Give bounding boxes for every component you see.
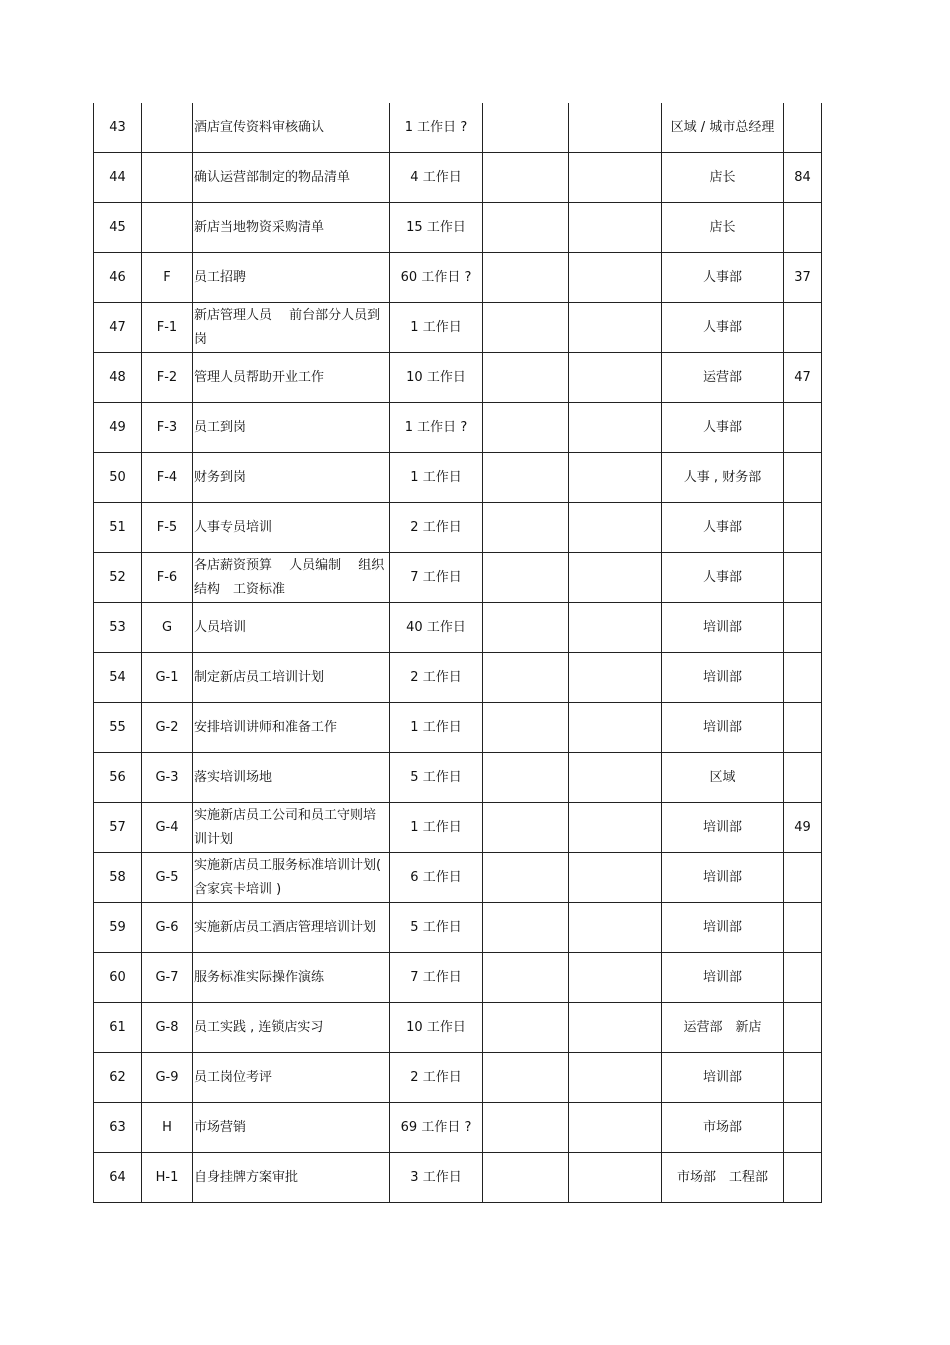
responsible-dept: 区域 / 城市总经理 [662,103,784,153]
table-row [94,953,822,1003]
row-number: 43 [94,103,142,153]
predecessor-ref [784,603,822,653]
task-code: G-9 [142,1053,193,1103]
table-row [94,803,822,853]
task-duration: 69 工作日 ? [390,1103,483,1153]
row-number: 62 [94,1053,142,1103]
blank-cell [483,553,569,603]
task-code: G-5 [142,853,193,903]
table-row [94,503,822,553]
table-row [94,303,822,353]
row-number: 44 [94,153,142,203]
responsible-dept: 市场部 [662,1103,784,1153]
predecessor-ref [784,1003,822,1053]
blank-cell [569,753,662,803]
blank-cell [483,453,569,503]
predecessor-ref [784,453,822,503]
table-row [94,603,822,653]
task-duration: 1 工作日 [390,803,483,853]
task-code: G-1 [142,653,193,703]
blank-cell [483,953,569,1003]
task-name: 员工岗位考评 [193,1053,390,1103]
table-row [94,403,822,453]
task-duration: 1 工作日 [390,453,483,503]
predecessor-ref [784,503,822,553]
blank-cell [569,1153,662,1203]
predecessor-ref [784,403,822,453]
task-code: F-3 [142,403,193,453]
predecessor-ref [784,853,822,903]
blank-cell [483,253,569,303]
task-code: G-2 [142,703,193,753]
task-name: 实施新店员工公司和员工守则培训计划 [193,803,390,853]
task-name: 员工招聘 [193,253,390,303]
task-name: 实施新店员工酒店管理培训计划 [193,903,390,953]
predecessor-ref [784,753,822,803]
row-number: 48 [94,353,142,403]
table-row [94,453,822,503]
table-row [94,203,822,253]
task-duration: 7 工作日 [390,553,483,603]
row-number: 64 [94,1153,142,1203]
responsible-dept: 人事部 [662,553,784,603]
task-duration: 3 工作日 [390,1153,483,1203]
row-number: 46 [94,253,142,303]
blank-cell [483,903,569,953]
responsible-dept: 培训部 [662,953,784,1003]
blank-cell [569,503,662,553]
responsible-dept: 人事部 [662,503,784,553]
task-name: 新店当地物资采购清单 [193,203,390,253]
blank-cell [569,903,662,953]
blank-cell [483,703,569,753]
task-code: F [142,253,193,303]
responsible-dept: 培训部 [662,853,784,903]
task-duration: 15 工作日 [390,203,483,253]
blank-cell [569,953,662,1003]
task-name: 人员培训 [193,603,390,653]
task-name: 管理人员帮助开业工作 [193,353,390,403]
predecessor-ref: 47 [784,353,822,403]
task-name: 员工实践 , 连锁店实习 [193,1003,390,1053]
row-number: 59 [94,903,142,953]
responsible-dept: 人事部 [662,403,784,453]
blank-cell [569,603,662,653]
row-number: 51 [94,503,142,553]
predecessor-ref [784,1053,822,1103]
table-row [94,253,822,303]
task-duration: 2 工作日 [390,653,483,703]
task-duration: 40 工作日 [390,603,483,653]
blank-cell [569,1003,662,1053]
task-name: 酒店宣传资料审核确认 [193,103,390,153]
task-duration: 5 工作日 [390,903,483,953]
task-code: F-5 [142,503,193,553]
blank-cell [483,603,569,653]
task-duration: 1 工作日 ? [390,103,483,153]
predecessor-ref [784,903,822,953]
task-code: F-4 [142,453,193,503]
task-name: 落实培训场地 [193,753,390,803]
table-row [94,353,822,403]
responsible-dept: 人事部 [662,253,784,303]
table-row [94,753,822,803]
predecessor-ref [784,303,822,353]
task-code: G-6 [142,903,193,953]
row-number: 53 [94,603,142,653]
predecessor-ref [784,653,822,703]
blank-cell [569,203,662,253]
table-row [94,553,822,603]
task-code [142,203,193,253]
table-body [94,103,822,1203]
task-name: 人事专员培训 [193,503,390,553]
blank-cell [483,803,569,853]
task-duration: 1 工作日 ? [390,403,483,453]
responsible-dept: 运营部 新店 [662,1003,784,1053]
task-name: 员工到岗 [193,403,390,453]
responsible-dept: 培训部 [662,1053,784,1103]
task-name: 确认运营部制定的物品清单 [193,153,390,203]
blank-cell [483,353,569,403]
schedule-table [93,103,822,1203]
row-number: 45 [94,203,142,253]
blank-cell [483,303,569,353]
row-number: 56 [94,753,142,803]
blank-cell [569,403,662,453]
task-code: G-8 [142,1003,193,1053]
table-row [94,1153,822,1203]
task-name: 服务标准实际操作演练 [193,953,390,1003]
table-row [94,903,822,953]
blank-cell [483,153,569,203]
task-duration: 1 工作日 [390,303,483,353]
row-number: 50 [94,453,142,503]
row-number: 54 [94,653,142,703]
table-row [94,653,822,703]
table-row [94,1053,822,1103]
task-duration: 6 工作日 [390,853,483,903]
blank-cell [483,1103,569,1153]
task-name: 自身挂牌方案审批 [193,1153,390,1203]
blank-cell [483,753,569,803]
responsible-dept: 培训部 [662,653,784,703]
blank-cell [569,1103,662,1153]
blank-cell [569,153,662,203]
predecessor-ref: 49 [784,803,822,853]
responsible-dept: 市场部 工程部 [662,1153,784,1203]
row-number: 61 [94,1003,142,1053]
row-number: 47 [94,303,142,353]
task-name: 新店管理人员 前台部分人员到岗 [193,303,390,353]
task-code: H [142,1103,193,1153]
task-code: H-1 [142,1153,193,1203]
task-duration: 60 工作日 ? [390,253,483,303]
task-duration: 5 工作日 [390,753,483,803]
predecessor-ref: 37 [784,253,822,303]
task-name: 市场营销 [193,1103,390,1153]
task-code: G-7 [142,953,193,1003]
responsible-dept: 人事 , 财务部 [662,453,784,503]
task-name: 实施新店员工服务标准培训计划( 含家宾卡培训 ) [193,853,390,903]
schedule-sheet [93,103,821,1203]
predecessor-ref [784,953,822,1003]
responsible-dept: 店长 [662,153,784,203]
blank-cell [483,103,569,153]
table-row [94,153,822,203]
blank-cell [483,403,569,453]
blank-cell [569,1053,662,1103]
blank-cell [569,253,662,303]
predecessor-ref [784,1103,822,1153]
predecessor-ref: 84 [784,153,822,203]
task-duration: 4 工作日 [390,153,483,203]
row-number: 49 [94,403,142,453]
predecessor-ref [784,553,822,603]
blank-cell [483,503,569,553]
blank-cell [569,553,662,603]
responsible-dept: 区域 [662,753,784,803]
table-row [94,853,822,903]
task-name: 制定新店员工培训计划 [193,653,390,703]
blank-cell [569,303,662,353]
blank-cell [569,853,662,903]
task-duration: 10 工作日 [390,1003,483,1053]
task-code: F-6 [142,553,193,603]
task-code [142,153,193,203]
table-row [94,1003,822,1053]
table-row [94,703,822,753]
task-name: 财务到岗 [193,453,390,503]
task-name: 安排培训讲师和准备工作 [193,703,390,753]
task-code: G-3 [142,753,193,803]
responsible-dept: 人事部 [662,303,784,353]
task-duration: 10 工作日 [390,353,483,403]
row-number: 63 [94,1103,142,1153]
row-number: 52 [94,553,142,603]
predecessor-ref [784,703,822,753]
task-duration: 2 工作日 [390,1053,483,1103]
blank-cell [569,353,662,403]
task-code [142,103,193,153]
task-duration: 7 工作日 [390,953,483,1003]
blank-cell [569,703,662,753]
blank-cell [569,803,662,853]
blank-cell [483,1053,569,1103]
predecessor-ref [784,1153,822,1203]
task-code: G-4 [142,803,193,853]
blank-cell [483,853,569,903]
task-duration: 2 工作日 [390,503,483,553]
responsible-dept: 培训部 [662,903,784,953]
responsible-dept: 培训部 [662,803,784,853]
responsible-dept: 运营部 [662,353,784,403]
task-duration: 1 工作日 [390,703,483,753]
table-row [94,1103,822,1153]
task-code: F-2 [142,353,193,403]
row-number: 55 [94,703,142,753]
responsible-dept: 店长 [662,203,784,253]
blank-cell [569,103,662,153]
responsible-dept: 培训部 [662,703,784,753]
row-number: 58 [94,853,142,903]
row-number: 57 [94,803,142,853]
blank-cell [483,1003,569,1053]
blank-cell [483,653,569,703]
task-code: G [142,603,193,653]
responsible-dept: 培训部 [662,603,784,653]
blank-cell [569,453,662,503]
task-code: F-1 [142,303,193,353]
task-name: 各店薪资预算 人员编制 组织结构 工资标准 [193,553,390,603]
blank-cell [483,203,569,253]
table-row [94,103,822,153]
row-number: 60 [94,953,142,1003]
blank-cell [483,1153,569,1203]
predecessor-ref [784,103,822,153]
predecessor-ref [784,203,822,253]
blank-cell [569,653,662,703]
